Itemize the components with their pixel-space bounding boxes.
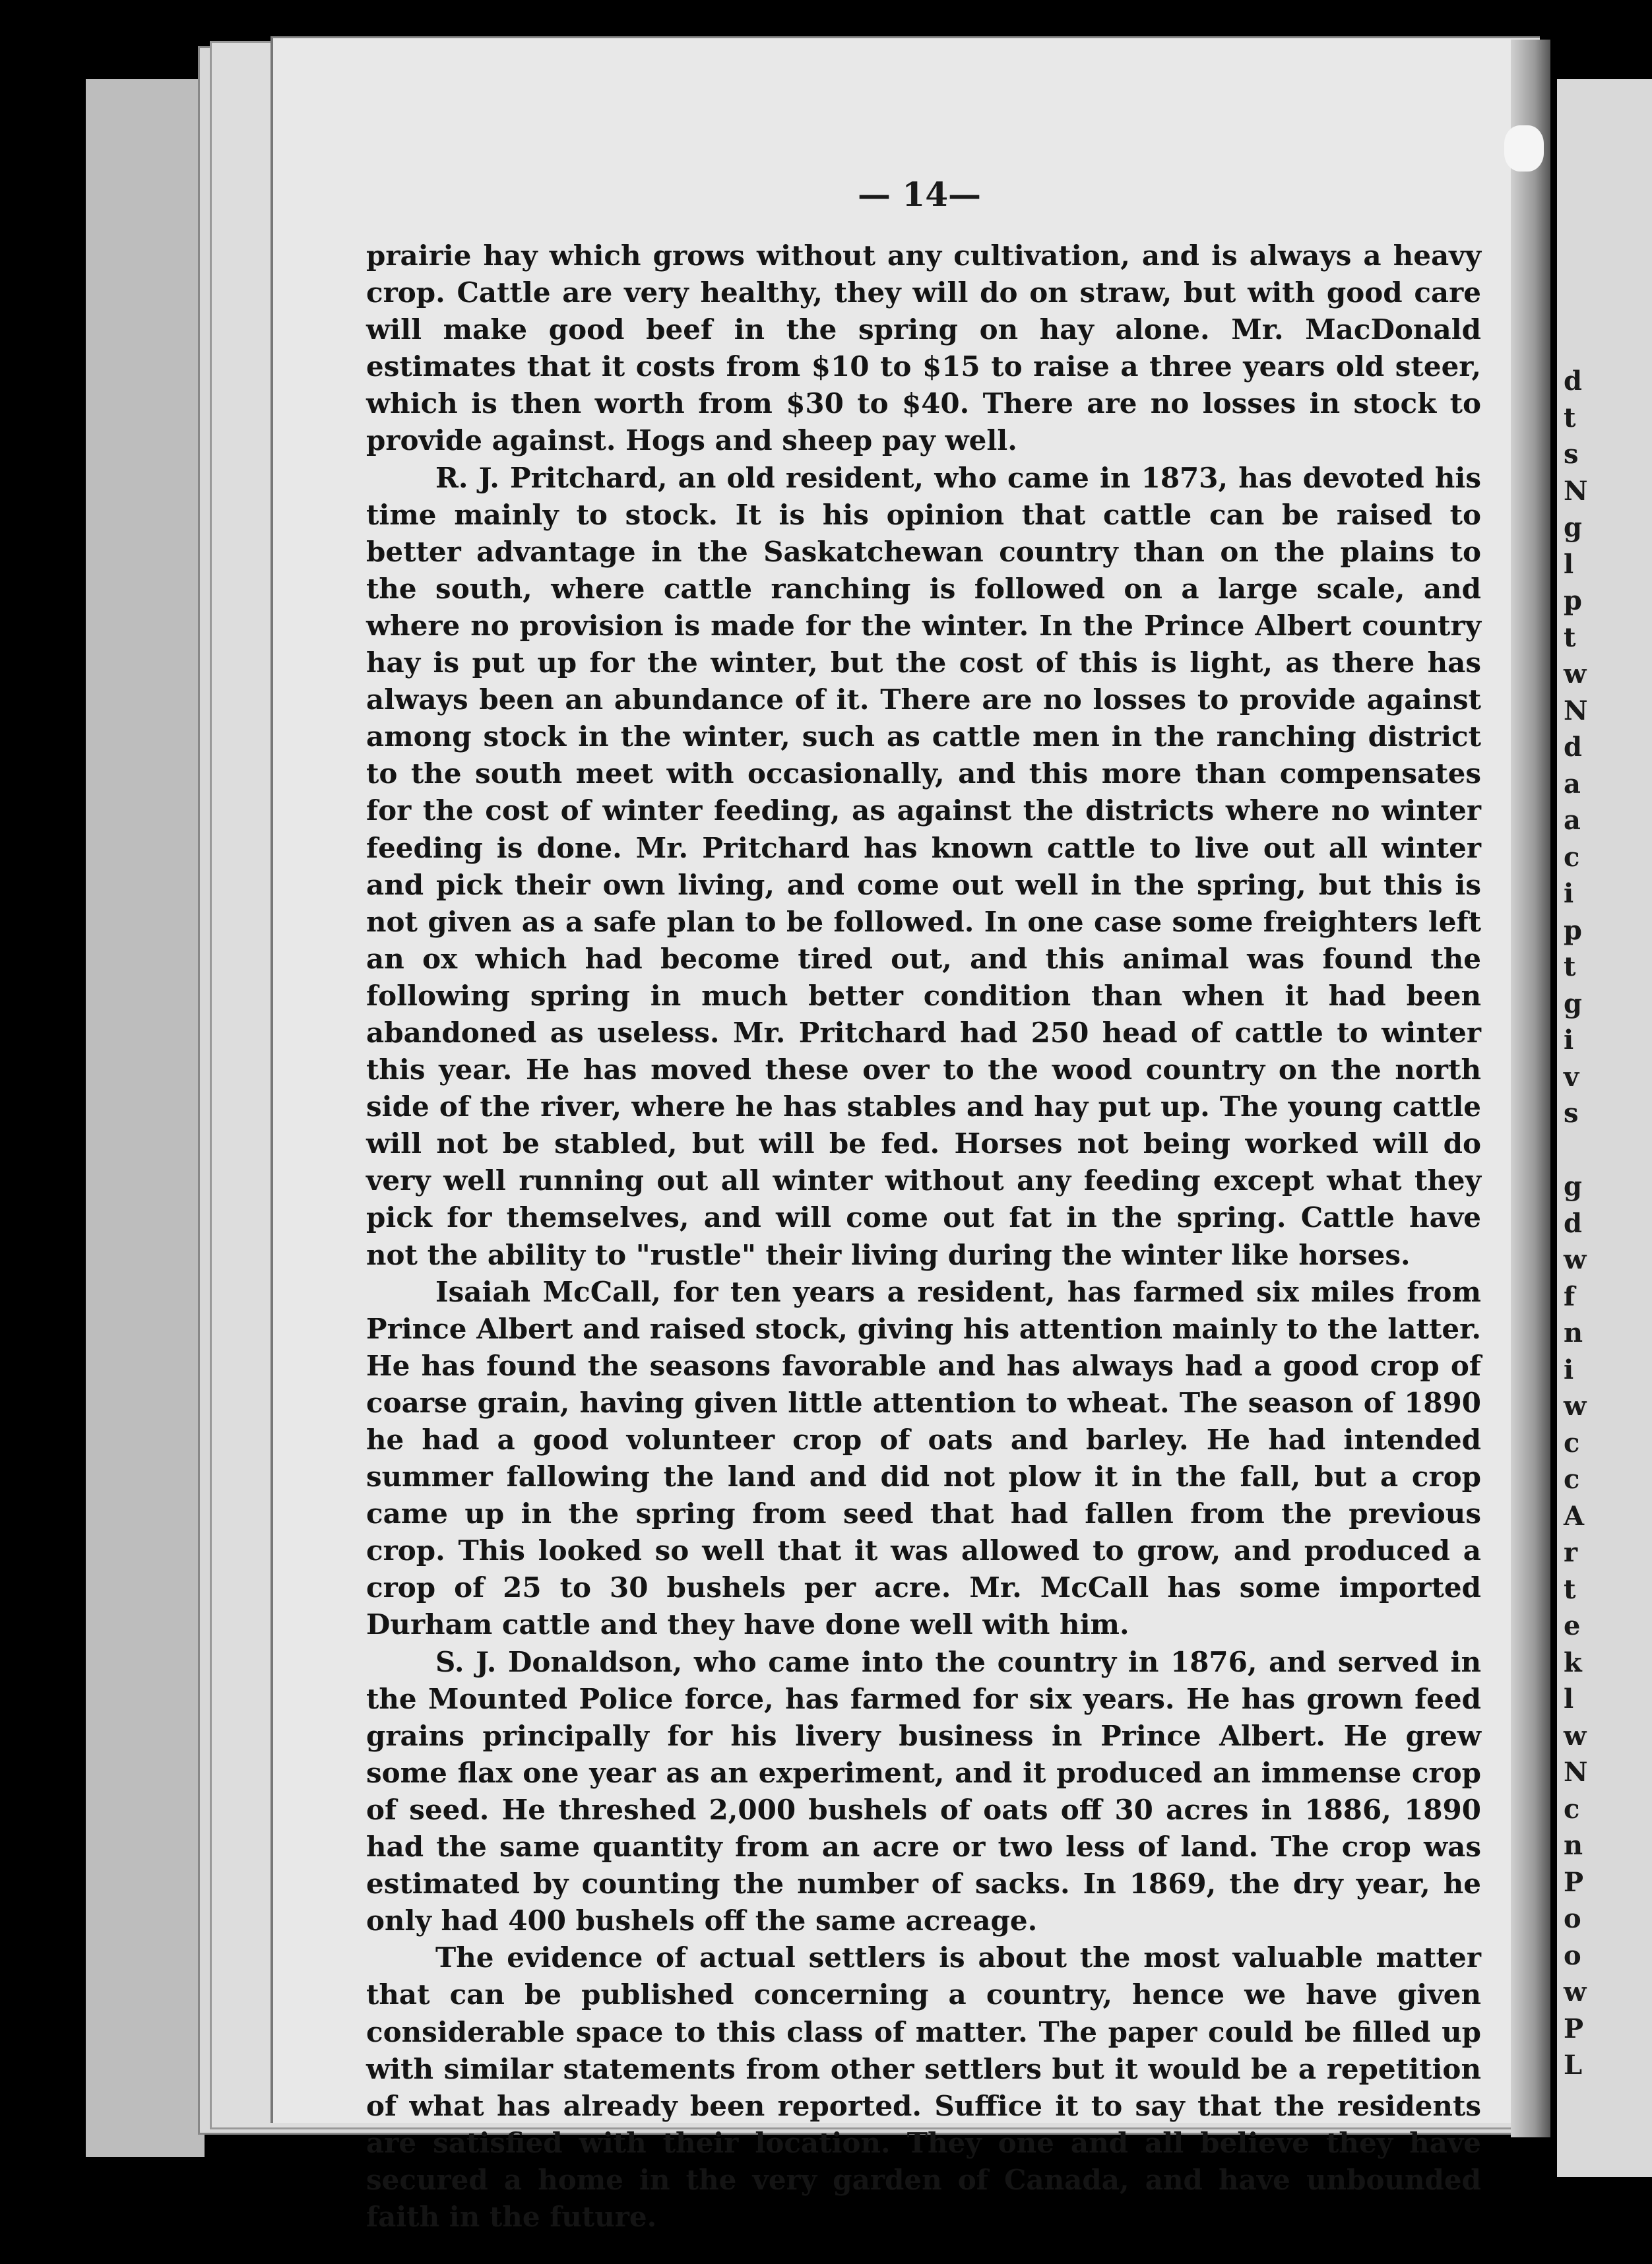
page-number: — 14— bbox=[858, 175, 981, 214]
paragraph-macdonald: prairie hay which grows without any cultivation, and is always a heavy crop. Cattle are very healthy, they will do on straw, but with good care will make good beef in the spring on hay alone. Mr. MacDonald estimates that it costs from $10 to $15 to raise a three years old steer, which is then worth from $30 to $40. There are no losses in stock to provide against. Hogs and sheep pay well. bbox=[366, 239, 1481, 457]
adjacent-page-text: d t s N g l p t w N d a a c i p t g i v s g d w f n i w c c A r t e k l w N c n P o o w P L bbox=[1564, 365, 1588, 2081]
paper-blemish bbox=[1504, 125, 1544, 172]
left-page-edge bbox=[86, 79, 205, 2157]
paragraph-donaldson: S. J. Donaldson, who came into the country in 1876, and served in the Mounted Police force, has farmed for six years. He has grown feed grains principally for his livery business in Prince Albert. He grew some flax one year as an experiment, and it produced an immense crop of seed. He threshed 2,000 bushels of oats off 30 acres in 1886, 1890 had the same quantity from an acre or two less of land. The crop was estimated by counting the number of sacks. In 1869, the dry year, he only had 400 bushels off the same acreage. bbox=[366, 1645, 1481, 1937]
paragraph-pritchard: R. J. Pritchard, an old resident, who came in 1873, has devoted his time mainly to stock. It is his opinion that cattle can be raised to better advantage in the Saskatchewan country than on the plains to the south, where cattle ranching is followed on a large scale, and where no provision is made for the winter. In the Prince Albert country hay is put up for the winter, but the cost of this is light, as there has always been an abundance of it. There are no losses to provide against among stock in the winter, such as cattle men in the ranching district to the south meet with occasionally, and this more than compensates for the cost of winter feeding, as against the districts where no winter feeding is done. Mr. Pritchard has known cattle to live out all winter and pick their own living, and come out well in the spring, but this is not given as a safe plan to be followed. In one case some freighters left an ox which had become tired out, and this animal was found the following spring in much better condition than when it had been abandoned as useless. Mr. Pritchard had 250 head of cattle to winter this year. He has moved these over to the wood country on the north side of the river, where he has stables and hay put up. The young cattle will not be stabled, but will be fed. Horses not being worked will do very well running out all winter without any feeding except what they pick for themselves, and will come out fat in the spring. Cattle have not the ability to "rustle" their living during the winter like horses. bbox=[366, 461, 1481, 1271]
article-body bbox=[366, 237, 1481, 2236]
paragraph-conclusion: The evidence of actual settlers is about the most valuable matter that can be published concerning a country, hence we have given considerable space to this class of matter. The paper could be filled up with similar statements from other settlers but it would be a repetition of what has already been reported. Suffice it to say that the residents are satisfied with their location. They one and all believe they have secured a home in the very garden of Canada, and have unbounded faith in the future. bbox=[366, 1941, 1481, 2233]
adjacent-page bbox=[1557, 79, 1652, 2177]
page-gutter-shadow bbox=[1511, 40, 1550, 2137]
paragraph-mccall: Isaiah McCall, for ten years a resident, has farmed six miles from Prince Albert and raised stock, giving his attention mainly to the latter. He has found the seasons favorable and has always had a good crop of coarse grain, having given little attention to wheat. The season of 1890 he had a good volunteer crop of oats and barley. He had intended summer fallowing the land and did not plow it in the fall, but a crop came up in the spring from seed that had fallen from the previous crop. This looked so well that it was allowed to grow, and produced a crop of 25 to 30 bushels per acre. Mr. McCall has some imported Durham cattle and they have done well with him. bbox=[366, 1275, 1481, 1641]
